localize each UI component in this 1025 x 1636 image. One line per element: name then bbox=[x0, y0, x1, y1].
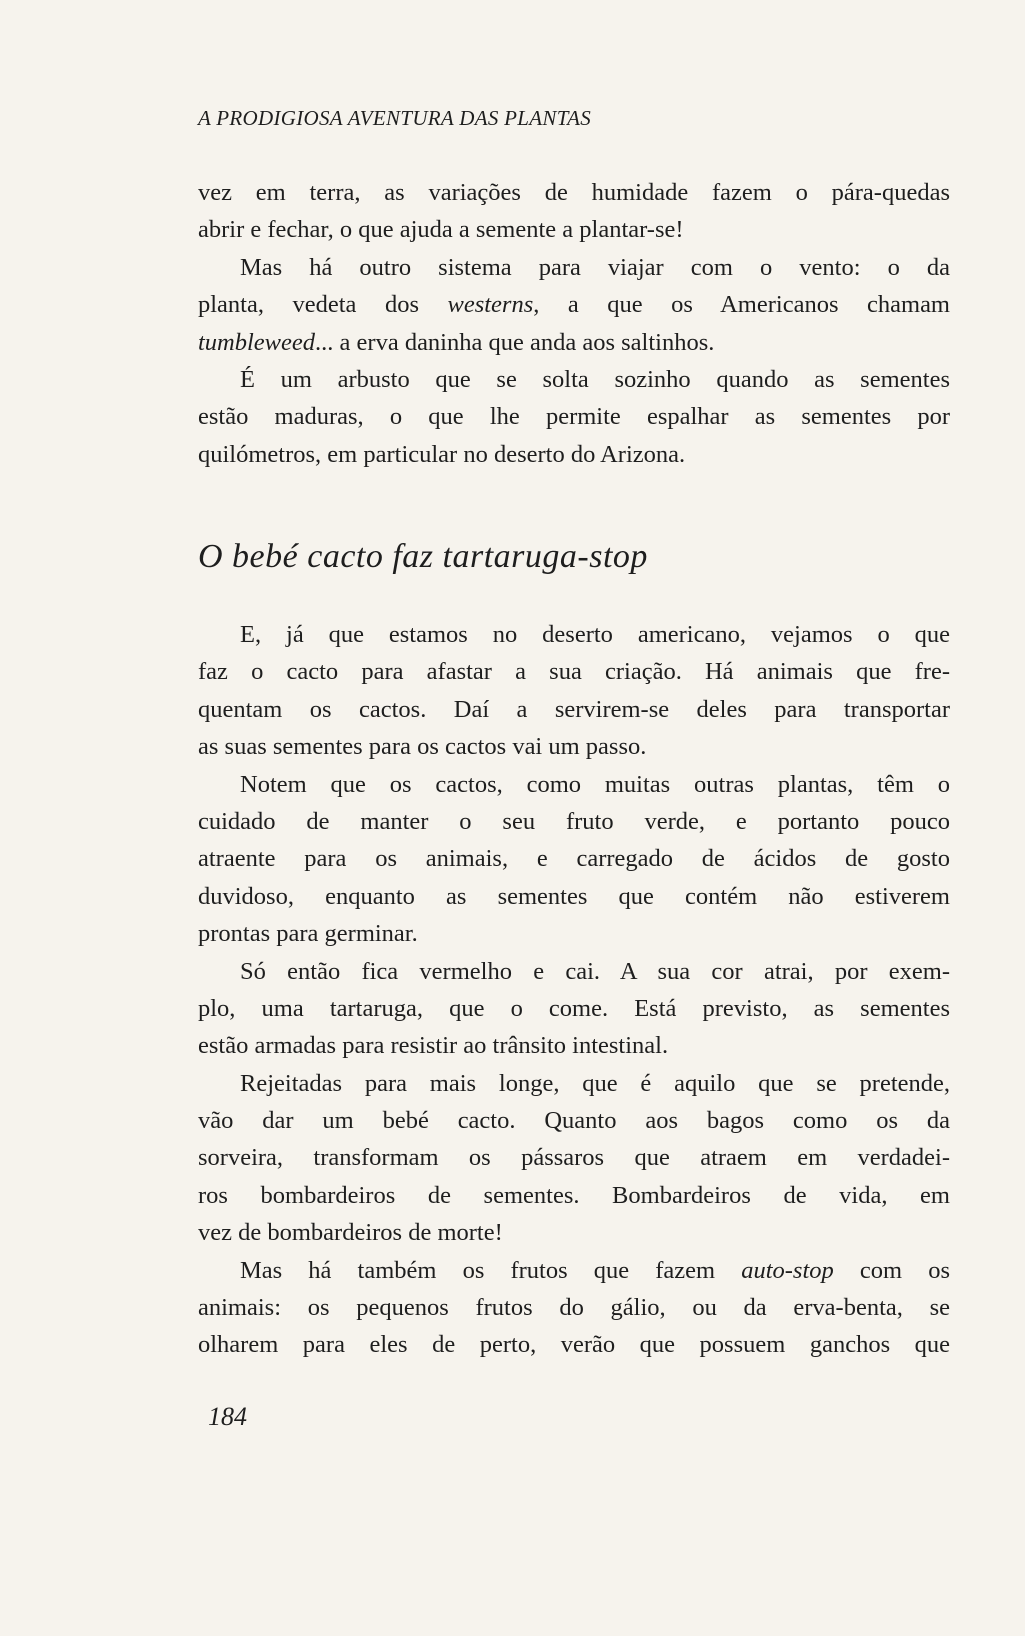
body-text-block-2 bbox=[198, 616, 950, 1364]
text-segment: Rejeitadas para mais longe, que é aquilo que se pretende, bbox=[240, 1069, 950, 1097]
text-segment: ros bombardeiros de sementes. Bombardeiros de vida, em bbox=[198, 1181, 950, 1209]
text-line bbox=[198, 691, 950, 728]
text-segment: cuidado de manter o seu fruto verde, e portanto pouco bbox=[198, 807, 950, 835]
text-segment: ... a erva daninha que anda aos saltinhos. bbox=[315, 328, 715, 356]
text-segment: , a que os Americanos chamam bbox=[533, 291, 950, 319]
text-segment: olharem para eles de perto, verão que possuem ganchos que bbox=[198, 1331, 950, 1359]
text-line bbox=[198, 324, 950, 361]
text-segment: as suas sementes para os cactos vai um passo. bbox=[198, 733, 647, 761]
text-line bbox=[198, 728, 950, 765]
text-segment: atraente para os animais, e carregado de ácidos de gosto bbox=[198, 845, 950, 873]
running-head: A PRODIGIOSA AVENTURA DAS PLANTAS bbox=[198, 106, 592, 130]
text-segment: Notem que os cactos, como muitas outras plantas, têm o bbox=[240, 770, 950, 798]
text-segment: Mas há também os frutos que fazem bbox=[240, 1256, 742, 1284]
text-segment: vez de bombardeiros de morte! bbox=[198, 1219, 503, 1247]
text-segment: animais: os pequenos frutos do gálio, ou da erva-benta, se bbox=[198, 1294, 950, 1322]
body-text-block-1 bbox=[198, 174, 950, 473]
text-line bbox=[198, 1252, 950, 1289]
text-line bbox=[198, 1139, 950, 1176]
italic-term: auto-stop bbox=[741, 1256, 834, 1284]
text-line bbox=[198, 361, 950, 398]
text-segment: Só então fica vermelho e cai. A sua cor atrai, por exem- bbox=[240, 957, 950, 985]
text-segment: planta, vedeta dos bbox=[198, 291, 448, 319]
text-segment: Mas há outro sistema para viajar com o vento: o da bbox=[240, 253, 950, 281]
section-heading: O bebé cacto faz tartaruga-stop bbox=[198, 538, 648, 575]
text-line bbox=[198, 953, 950, 990]
text-line bbox=[198, 1027, 950, 1064]
text-line bbox=[198, 915, 950, 952]
page-number: 184 bbox=[208, 1402, 247, 1431]
text-segment: com os bbox=[833, 1256, 950, 1284]
text-line bbox=[198, 436, 950, 473]
text-line bbox=[198, 766, 950, 803]
text-segment: sorveira, transformam os pássaros que atraem em verdadei- bbox=[198, 1144, 950, 1172]
text-line bbox=[198, 803, 950, 840]
text-segment: prontas para germinar. bbox=[198, 920, 418, 948]
text-line bbox=[198, 990, 950, 1027]
text-line bbox=[198, 840, 950, 877]
text-line bbox=[198, 211, 950, 248]
italic-term: tumbleweed bbox=[198, 328, 316, 356]
text-segment: duvidoso, enquanto as sementes que contém não estiverem bbox=[198, 882, 950, 910]
text-line bbox=[198, 1177, 950, 1214]
text-line bbox=[198, 653, 950, 690]
text-line bbox=[198, 616, 950, 653]
text-segment: estão maduras, o que lhe permite espalhar as sementes por bbox=[198, 403, 950, 431]
text-segment: plo, uma tartaruga, que o come. Está previsto, as sementes bbox=[198, 994, 950, 1022]
text-segment: quilómetros, em particular no deserto do Arizona. bbox=[198, 440, 686, 468]
text-line bbox=[198, 174, 950, 211]
text-line bbox=[198, 1102, 950, 1139]
text-line bbox=[198, 1326, 950, 1363]
italic-term: westerns bbox=[447, 291, 534, 319]
text-segment: vão dar um bebé cacto. Quanto aos bagos como os da bbox=[198, 1107, 950, 1135]
text-segment: faz o cacto para afastar a sua criação. Há animais que fre- bbox=[198, 658, 950, 686]
text-segment: abrir e fechar, o que ajuda a semente a plantar-se! bbox=[198, 216, 684, 244]
text-segment: vez em terra, as variações de humidade fazem o pára-quedas bbox=[198, 179, 950, 206]
text-line bbox=[198, 398, 950, 435]
text-segment: quentam os cactos. Daí a servirem-se deles para transportar bbox=[198, 695, 950, 723]
text-segment: É um arbusto que se solta sozinho quando as sementes bbox=[240, 365, 950, 393]
text-line bbox=[198, 878, 950, 915]
text-line bbox=[198, 1214, 950, 1251]
text-line bbox=[198, 249, 950, 286]
text-line bbox=[198, 1289, 950, 1326]
text-line bbox=[198, 1065, 950, 1102]
text-line bbox=[198, 286, 950, 323]
text-segment: E, já que estamos no deserto americano, vejamos o que bbox=[240, 621, 950, 648]
text-segment: estão armadas para resistir ao trânsito intestinal. bbox=[198, 1032, 669, 1060]
